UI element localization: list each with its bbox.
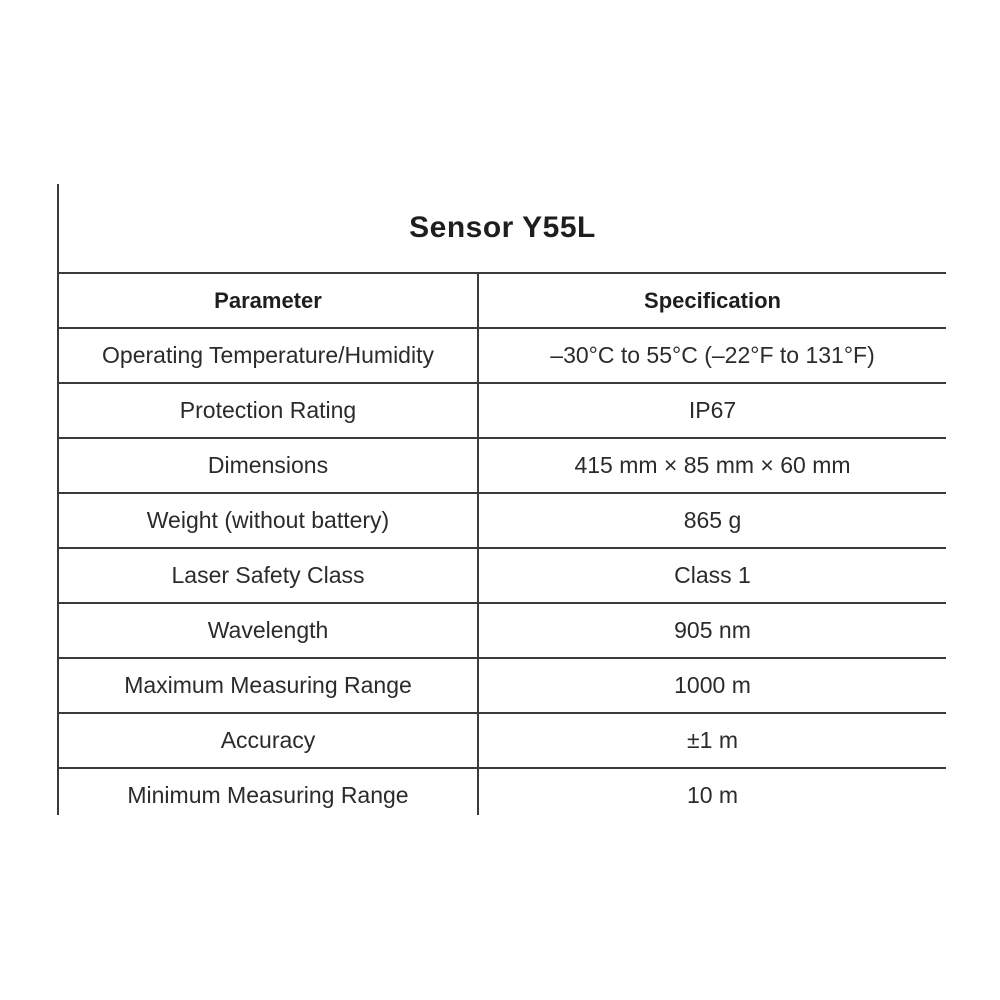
table-row (58, 603, 946, 658)
specification-cell: 905 nm (478, 603, 946, 658)
table-row (58, 383, 946, 438)
specification-cell: 1000 m (478, 658, 946, 713)
parameter-cell: Protection Rating (58, 383, 478, 438)
column-header-specification: Specification (478, 273, 946, 328)
parameter-cell: Laser Safety Class (58, 548, 478, 603)
table-row (58, 713, 946, 768)
specification-cell: IP67 (478, 383, 946, 438)
table-header-row (58, 273, 946, 328)
parameter-cell: Maximum Measuring Range (58, 658, 478, 713)
table-row (58, 768, 946, 815)
table-row (58, 493, 946, 548)
parameter-cell: Dimensions (58, 438, 478, 493)
parameter-cell: Minimum Measuring Range (58, 768, 478, 815)
parameter-cell: Operating Temperature/Humidity (58, 328, 478, 383)
table-title: Sensor Y55L (58, 184, 946, 273)
parameter-cell: Weight (without battery) (58, 493, 478, 548)
parameter-cell: Accuracy (58, 713, 478, 768)
table-title-row (58, 184, 946, 273)
table-row (58, 658, 946, 713)
specification-cell: Class 1 (478, 548, 946, 603)
table-row (58, 328, 946, 383)
specification-cell: 865 g (478, 493, 946, 548)
specification-cell: ±1 m (478, 713, 946, 768)
specification-cell: 415 mm × 85 mm × 60 mm (478, 438, 946, 493)
column-header-parameter: Parameter (58, 273, 478, 328)
specification-cell: –30°C to 55°C (–22°F to 131°F) (478, 328, 946, 383)
parameter-cell: Wavelength (58, 603, 478, 658)
specification-cell: 10 m (478, 768, 946, 815)
table-row (58, 548, 946, 603)
spec-table (57, 184, 946, 815)
spec-table-container (57, 184, 946, 815)
table-row (58, 438, 946, 493)
